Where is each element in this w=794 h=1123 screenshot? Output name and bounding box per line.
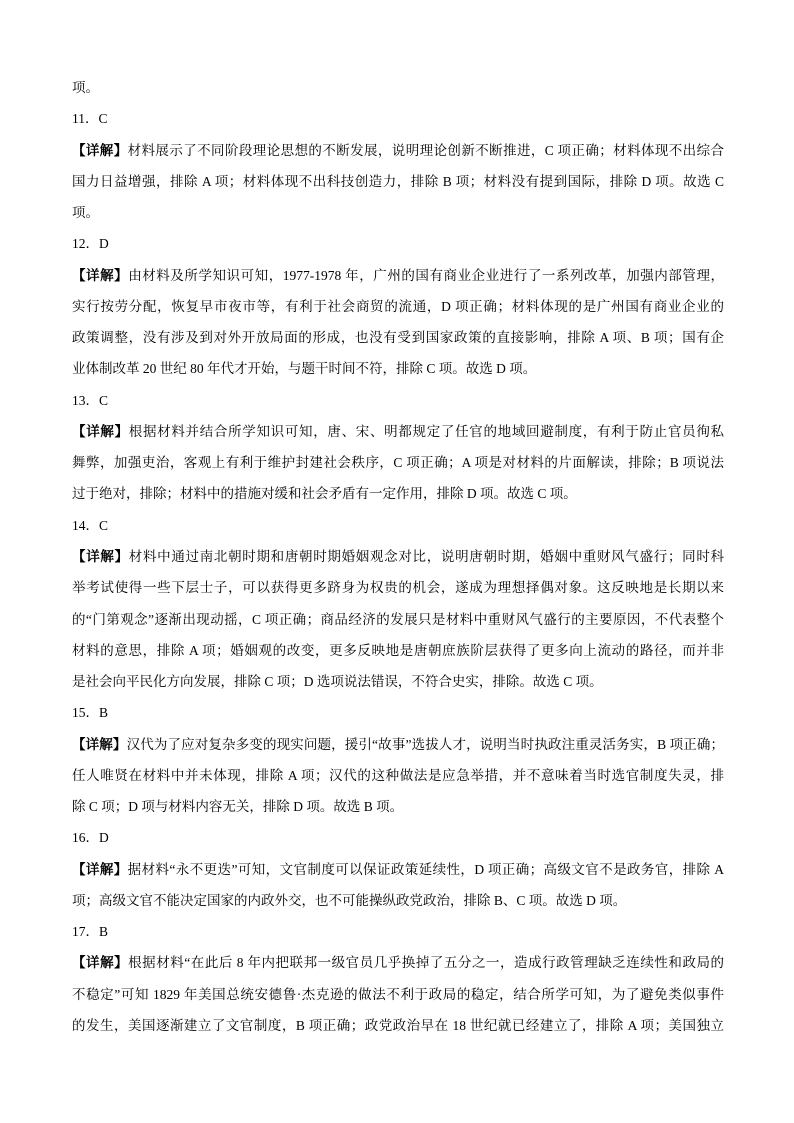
answer-11-line-2: 国力日益增强，排除 A 项；材料体现不出科技创造力，排除 B 项；材料没有提到国际，排除 D 项。故选 C: [72, 173, 724, 189]
answer-14-line-4: 材料的意思，排除 A 项；婚姻观的改变，更多反映地是唐朝庶族阶层获得了更多向上流动的路径，而并非: [72, 642, 724, 658]
answer-15-line-2: 任人唯贤在材料中并未体现，排除 A 项；汉代的这种做法是应急举措，并不意味着当时选官制度失灵，排: [72, 767, 724, 783]
explanation-tag: 【详解】: [72, 423, 129, 439]
answer-label-11: 11．C: [72, 111, 108, 127]
answer-label-17: 17．B: [72, 924, 109, 940]
answer-label-15: 15．B: [72, 705, 109, 721]
answer-15-line-1: 【详解】汉代为了应对复杂多变的现实问题，援引“故事”选拔人才，说明当时执政注重灵活务实，B 项正确；: [72, 736, 724, 752]
answer-12-line-1: 【详解】由材料及所学知识可知，1977-1978 年，广州的国有商业企业进行了一系列改革，加强内部管理，: [72, 267, 724, 283]
answer-14-line-5: 是社会向平民化方向发展，排除 C 项；D 选项说法错误，不符合史实，排除。故选 C 项。: [72, 674, 603, 690]
answer-15-line-3: 除 C 项；D 项与材料内容无关，排除 D 项。故选 B 项。: [72, 799, 404, 815]
answer-12-line-4: 业体制改革 20 世纪 80 年代才开始，与题干时间不符，排除 C 项。故选 D 项。: [72, 361, 537, 377]
explanation-tag: 【详解】: [72, 736, 127, 752]
answer-13-line-1: 【详解】根据材料并结合所学知识可知，唐、宋、明都规定了任官的地域回避制度，有利于防止官员徇私: [72, 423, 724, 439]
answer-13-line-2: 舞弊，加强吏治，客观上有利于维护封建社会秩序，C 项正确；A 项是对材料的片面解读，排除；B 项说法: [72, 455, 724, 471]
answer-label-16: 16．D: [72, 830, 109, 846]
answer-14-line-1: 【详解】材料中通过南北朝时期和唐朝时期婚姻观念对比，说明唐朝时期，婚姻中重财风气盛行；同时科: [72, 548, 724, 564]
answer-label-12: 12．D: [72, 236, 109, 252]
answer-14-line-3: 的“门第观念”逐渐出现动摇，C 项正确；商品经济的发展只是材料中重财风气盛行的主要原因，不代表整个: [72, 611, 724, 627]
answer-document-page: [72, 72, 724, 1041]
explanation-tag: 【详解】: [72, 548, 129, 564]
answer-label-13: 13．C: [72, 392, 109, 408]
answer-16-line-1: 【详解】据材料“永不更迭”可知，文官制度可以保证政策延续性，D 项正确；高级文官不是政务官，排除 A: [72, 861, 724, 877]
answer-14-line-2: 举考试使得一些下层士子，可以获得更多跻身为权贵的机会，遂成为理想择偶对象。这反映地是长期以来: [72, 580, 724, 596]
answer-11-line-3: 项。: [72, 205, 99, 221]
answer-17-line-1: 【详解】根据材料“在此后 8 年内把联邦一级官员几乎换掉了五分之一，造成行政管理缺乏连续性和政局的: [72, 955, 724, 971]
answer-label-14: 14．C: [72, 517, 109, 533]
answer-17-line-3: 的发生，美国逐渐建立了文官制度，B 项正确；政党政治早在 18 世纪就已经建立了，排除 A 项；美国独立: [72, 1017, 724, 1033]
answer-17-line-2: 不稳定”可知 1829 年美国总统安德鲁·杰克逊的做法不利于政局的稳定，结合所学可知，为了避免类似事件: [72, 986, 724, 1002]
answer-16-line-2: 项；高级文官不能决定国家的内政外交，也不可能操纵政党政治，排除 B、C 项。故选 D 项。: [72, 892, 627, 908]
explanation-tag: 【详解】: [72, 861, 128, 877]
answer-11-line-1: 【详解】材料展示了不同阶段理论思想的不断发展，说明理论创新不断推进，C 项正确；材料体现不出综合: [72, 142, 724, 158]
explanation-tag: 【详解】: [72, 267, 129, 283]
explanation-tag: 【详解】: [72, 142, 128, 158]
answer-12-line-3: 政策调整，没有涉及到对外开放局面的形成，也没有受到国家政策的直接影响，排除 A 项、B 项；国有企: [72, 330, 724, 346]
explanation-tag: 【详解】: [72, 955, 129, 971]
continued-text: 项。: [72, 80, 99, 95]
answer-13-line-3: 过于绝对，排除；材料中的措施对缓和社会矛盾有一定作用，排除 D 项。故选 C 项。: [72, 486, 577, 502]
answer-12-line-2: 实行按劳分配，恢复早市夜市等，有利于社会商贸的流通，D 项正确；材料体现的是广州国有商业企业的: [72, 298, 724, 314]
